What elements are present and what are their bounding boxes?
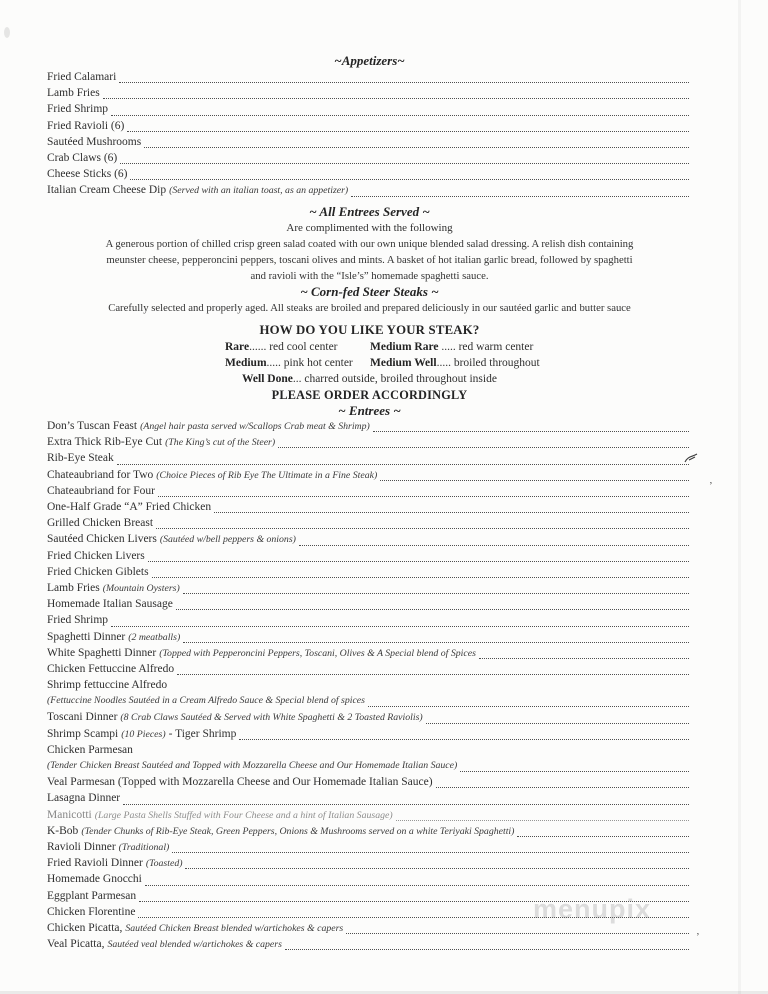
- menu-item-row: [47, 469, 692, 485]
- doneness-label: Medium Rare: [370, 340, 439, 353]
- scan-artifact-blob: [4, 27, 10, 38]
- menu-item-row: [47, 103, 692, 119]
- steer-steaks-description: Carefully selected and properly aged. All steaks are broiled and prepared deliciously in our sautéed garlic and butter sauce: [108, 301, 631, 314]
- menu-item-row: [47, 938, 692, 954]
- menu-item-text: One-Half Grade “A” Fried Chicken: [47, 501, 212, 514]
- dotted-leader: [111, 115, 689, 116]
- menu-item-text: (Mountain Oysters): [102, 582, 180, 594]
- dotted-leader: [117, 464, 689, 465]
- dotted-leader: [148, 561, 689, 562]
- dotted-leader: [299, 545, 689, 546]
- menu-item-text: Fried Ravioli Dinner: [47, 857, 143, 870]
- menu-item-text: Homemade Gnocchi: [47, 873, 142, 886]
- menu-item-row: [47, 728, 692, 744]
- dotted-leader: [130, 179, 689, 180]
- menu-item-row: [47, 711, 692, 727]
- steer-steaks-title: ~ Corn-fed Steer Steaks ~: [300, 283, 439, 299]
- menu-item-row: [47, 168, 692, 184]
- menu-item-row: [47, 809, 692, 825]
- order-accordingly-note: PLEASE ORDER ACCORDINGLY: [271, 388, 468, 403]
- menu-item-row: [47, 695, 692, 711]
- menu-item-text: Extra Thick Rib-Eye Cut: [47, 436, 163, 449]
- menu-item-text: Chicken Picatta,: [47, 921, 123, 934]
- menu-item-text: Shrimp fettuccine Alfredo: [47, 679, 168, 692]
- menu-item-text: (Tender Chunks of Rib-Eye Steak, Green Peppers, Onions & Mushrooms served on a white Teriyaki Spaghetti): [81, 825, 515, 837]
- doneness-label: Rare: [225, 340, 250, 353]
- all-entrees-body-line-2: meunster cheese, pepperoncini peppers, toscani olives and mints. A basket of hot italian garlic bread, followed by spaghetti: [106, 253, 633, 266]
- menu-item-text: Lamb Fries: [47, 581, 100, 594]
- menu-item-row: [47, 631, 692, 647]
- menu-item-row: [47, 873, 692, 889]
- menu-item-text: (2 meatballs): [128, 631, 181, 643]
- menu-item-text: Sautéed Chicken Livers: [47, 533, 157, 546]
- menu-item-text: Veal Parmesan (Topped with Mozzarella Cheese and Our Homemade Italian Sauce): [47, 776, 433, 789]
- all-entrees-title: ~ All Entrees Served ~: [309, 203, 430, 219]
- menu-item-text: (10 Pieces): [121, 728, 166, 740]
- all-entrees-body-line-3: and ravioli with the “Isle’s” homemade spaghetti sauce.: [250, 269, 489, 282]
- doneness-medium: [225, 355, 370, 371]
- dotted-leader: [177, 674, 689, 675]
- menu-item-text: Chateaubriand for Two: [47, 468, 154, 481]
- doneness-label: Well Done: [242, 372, 293, 385]
- menu-item-row: [47, 87, 692, 103]
- dotted-leader: [460, 771, 689, 772]
- appetizers-title: ~Appetizers~: [334, 53, 405, 68]
- dotted-leader: [214, 512, 689, 513]
- dotted-leader: [373, 431, 689, 432]
- menu-item-text: Rib-Eye Steak: [47, 452, 114, 465]
- menu-item-row: [47, 760, 692, 776]
- menu-item-text: (Choice Pieces of Rib Eye The Ultimate in a Fine Steak): [156, 469, 378, 481]
- menu-item-text: Fried Shrimp: [47, 103, 109, 116]
- menu-item-text: Chateaubriand for Four: [47, 484, 155, 497]
- menu-item-text: Sautéed veal blended w/artichokes & capers: [107, 939, 282, 951]
- menu-item-row: [47, 744, 692, 760]
- menu-item-text: (8 Crab Claws Sautéed & Served with White Spaghetti & 2 Toasted Raviolis): [120, 712, 423, 724]
- menu-item-text: Fried Chicken Giblets: [47, 565, 149, 578]
- dotted-leader: [278, 447, 689, 448]
- menu-item-text: (Fettuccine Noodles Sautéed in a Cream Alfredo Sauce & Special blend of spices: [47, 695, 365, 707]
- menu-item-row: [47, 136, 692, 152]
- doneness-label: Medium: [225, 356, 267, 369]
- menu-item-text: Fried Chicken Livers: [47, 549, 145, 562]
- menu-item-row: [47, 598, 692, 614]
- all-entrees-body-line-1: A generous portion of chilled crisp green salad coated with our own unique blended salad dressing. A relish dish containing: [105, 237, 634, 250]
- menu-item-row: [47, 776, 692, 792]
- dotted-leader: [120, 163, 689, 164]
- doneness-well-done: [47, 371, 692, 387]
- doneness-rare: [225, 339, 370, 355]
- menu-item-row: [47, 566, 692, 582]
- entrees-title: ~ Entrees ~: [338, 403, 401, 419]
- menu-item-text: (Sautéed w/bell peppers & onions): [159, 534, 296, 546]
- menu-item-row: [47, 152, 692, 168]
- menu-item-text: Don’s Tuscan Feast: [47, 420, 138, 433]
- doneness-medium-rare: [370, 339, 692, 355]
- menu-item-text: Chicken Parmesan: [47, 743, 133, 756]
- menu-item-row: [47, 501, 692, 517]
- menu-item-text: Sautéed Chicken Breast blended w/artichokes & capers: [125, 922, 344, 934]
- menu-item-row: [47, 825, 692, 841]
- dotted-leader: [172, 852, 689, 853]
- menu-item-text: (Topped with Pepperoncini Peppers, Toscani, Olives & A Special blend of Spices: [159, 647, 476, 659]
- menu-item-row: [47, 582, 692, 598]
- menu-item-text: Grilled Chicken Breast: [47, 517, 154, 530]
- doneness-desc: ..... broiled throughout: [436, 356, 540, 369]
- dotted-leader: [183, 593, 689, 594]
- menu-item-text: (Toasted): [145, 858, 183, 870]
- all-entrees-subtitle: Are complimented with the following: [286, 221, 453, 234]
- menu-item-text: (Tender Chicken Breast Sautéed and Topped with Mozzarella Cheese and Our Homemade Italian Sauce): [47, 760, 458, 772]
- scan-artifact-tick: ’: [709, 480, 713, 492]
- doneness-label: Medium Well: [370, 356, 437, 369]
- menu-content-column: [47, 0, 692, 954]
- dotted-leader: [351, 196, 689, 197]
- dotted-leader: [426, 723, 689, 724]
- dotted-leader: [144, 147, 689, 148]
- menu-item-row: [47, 533, 692, 549]
- steak-doneness-grid: [225, 339, 692, 371]
- menu-item-text: Lasagna Dinner: [47, 792, 121, 805]
- dotted-leader: [145, 885, 689, 886]
- menu-item-text: Manicotti: [47, 808, 92, 821]
- appetizers-list: [47, 71, 692, 201]
- menu-item-text: Sautéed Mushrooms: [47, 135, 142, 148]
- menu-item-row: [47, 120, 692, 136]
- scan-artifact-tick: ’: [696, 931, 700, 943]
- dotted-leader: [396, 820, 689, 821]
- menu-item-text: (Angel hair pasta served w/Scallops Crab meat & Shrimp): [140, 421, 370, 433]
- menu-item-text: Shrimp Scampi: [47, 727, 119, 740]
- menu-item-text: (Traditional): [118, 841, 170, 853]
- menu-item-text: Veal Picatta,: [47, 938, 105, 951]
- menu-item-text: Chicken Fettuccine Alfredo: [47, 662, 175, 675]
- entrees-list: [47, 420, 692, 954]
- menu-item-text: (The King’s cut of the Steer): [165, 437, 276, 449]
- menu-item-text: Eggplant Parmesan: [47, 889, 137, 902]
- menu-item-row: [47, 857, 692, 873]
- menu-item-text: - Tiger Shrimp: [168, 727, 237, 740]
- dotted-leader: [127, 131, 689, 132]
- dotted-leader: [368, 706, 689, 707]
- dotted-leader: [156, 528, 689, 529]
- menu-item-text: Fried Ravioli (6): [47, 119, 125, 132]
- dotted-leader: [183, 642, 689, 643]
- menu-item-text: White Spaghetti Dinner: [47, 646, 157, 659]
- menu-item-text: Spaghetti Dinner: [47, 630, 126, 643]
- menu-item-row: [47, 436, 692, 452]
- dotted-leader: [380, 480, 689, 481]
- menu-item-text: Chicken Florentine: [47, 905, 136, 918]
- dotted-leader: [185, 868, 689, 869]
- doneness-desc: ..... pink hot center: [266, 356, 353, 369]
- menu-item-row: [47, 517, 692, 533]
- menu-item-row: [47, 71, 692, 87]
- menu-item-row: [47, 184, 692, 200]
- menu-item-text: (Served with an italian toast, as an appetizer): [169, 185, 349, 197]
- menu-item-row: [47, 647, 692, 663]
- menu-item-row: [47, 485, 692, 501]
- menu-item-row: [47, 614, 692, 630]
- steak-doneness-question: HOW DO YOU LIKE YOUR STEAK?: [259, 322, 480, 337]
- menu-item-row: [47, 420, 692, 436]
- doneness-desc: ... charred outside, broiled throughout inside: [292, 372, 497, 385]
- menu-item-text: Homemade Italian Sausage: [47, 598, 173, 611]
- menu-item-text: Fried Calamari: [47, 71, 117, 83]
- menu-item-text: K-Bob: [47, 824, 79, 837]
- dotted-leader: [517, 836, 689, 837]
- menu-item-row: [47, 679, 692, 695]
- menu-item-text: (Large Pasta Shells Stuffed with Four Cheese and a hint of Italian Sausage): [94, 809, 393, 821]
- menupix-watermark: menupix: [533, 894, 652, 924]
- scan-artifact-streak: [738, 0, 741, 994]
- dotted-leader: [158, 496, 689, 497]
- dotted-leader: [436, 787, 689, 788]
- menu-item-row: [47, 792, 692, 808]
- menu-item-row: [47, 841, 692, 857]
- menu-item-text: Lamb Fries: [47, 87, 100, 100]
- menu-item-row: [47, 663, 692, 679]
- dotted-leader: [152, 577, 689, 578]
- dotted-leader: [119, 82, 689, 83]
- dotted-leader: [285, 949, 689, 950]
- doneness-medium-well: [370, 355, 692, 371]
- dotted-leader: [346, 933, 689, 934]
- dotted-leader: [103, 98, 689, 99]
- menu-item-text: Ravioli Dinner: [47, 840, 116, 853]
- dotted-leader: [176, 609, 689, 610]
- menu-item-text: Toscani Dinner: [47, 711, 118, 724]
- menu-item-text: Crab Claws (6): [47, 151, 118, 164]
- menu-item-row: [47, 550, 692, 566]
- dotted-leader: [111, 626, 689, 627]
- dotted-leader: [239, 739, 689, 740]
- menu-item-row: [47, 452, 692, 468]
- dotted-leader: [479, 658, 689, 659]
- menu-item-text: Fried Shrimp: [47, 614, 109, 627]
- dotted-leader: [123, 804, 689, 805]
- doneness-desc: ..... red warm center: [438, 340, 534, 353]
- menu-item-text: Italian Cream Cheese Dip: [47, 184, 167, 197]
- menu-item-text: Cheese Sticks (6): [47, 168, 128, 181]
- doneness-desc: ...... red cool center: [249, 340, 338, 353]
- scan-artifact-scribble: [684, 451, 699, 469]
